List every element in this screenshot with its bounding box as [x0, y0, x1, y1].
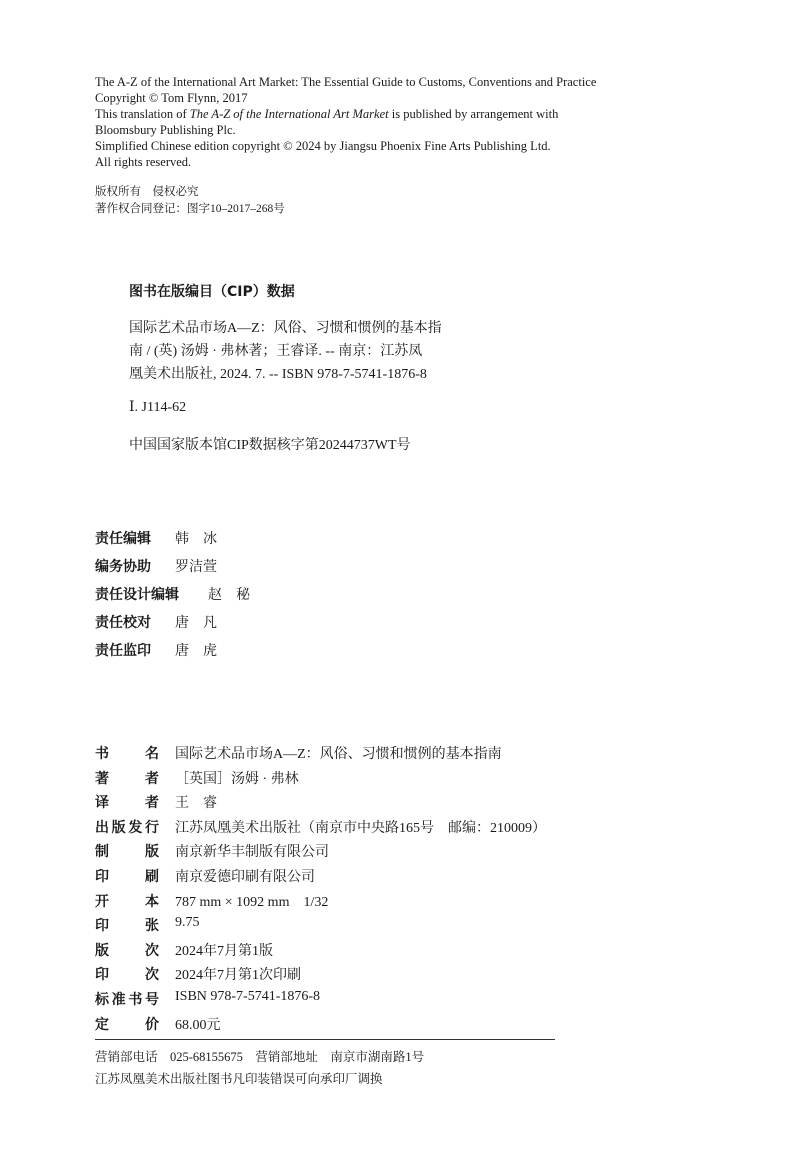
book-info-value: 2024年7月第1版	[175, 943, 273, 959]
cip-record	[129, 317, 442, 386]
book-info-label: 著 者	[95, 770, 159, 787]
rights-block	[95, 184, 285, 218]
book-info-label: 印 刷	[95, 869, 159, 885]
translation-suffix: is published by arrangement with	[388, 107, 559, 121]
publisher-line: Bloomsbury Publishing Plc.	[95, 123, 236, 137]
footer	[95, 1046, 424, 1090]
cip-line: 南 / (英) 汤姆 · 弗林著；王睿译. -- 南京：江苏凤	[129, 344, 423, 359]
book-info-label: 标 准 书 号	[95, 992, 159, 1008]
book-info-value: 68.00元	[175, 1017, 221, 1033]
editor-label: 责任校对	[95, 615, 151, 631]
cip-line: 凰美术出版社, 2024. 7. -- ISBN 978-7-5741-1876-8	[129, 367, 427, 382]
cip-line: 国际艺术品市场A—Z：风俗、习惯和惯例的基本指	[129, 321, 442, 336]
cip-record-number: 中国国家版本馆CIP数据核字第20244737WT号	[129, 438, 411, 453]
book-info-label: 版 次	[95, 942, 159, 959]
copyright-line: Copyright © Tom Flynn, 2017	[95, 91, 248, 105]
original-title-line: The A-Z of the International Art Market: The Essential Guide to Customs, Conventions and Practice	[95, 75, 597, 89]
editor-label: 责任设计编辑	[95, 587, 179, 603]
book-info-label: 印 张	[95, 918, 159, 935]
book-info-value: ［英国］汤姆 · 弗林	[175, 771, 299, 787]
editor-name: 赵 秘	[208, 588, 250, 603]
book-info-value: 9.75	[175, 915, 200, 931]
translation-line	[95, 106, 596, 122]
book-info-value: 王 睿	[175, 796, 217, 812]
book-info-value: 南京新华丰制版有限公司	[175, 845, 329, 861]
cip-heading: 图书在版编目（CIP）数据	[129, 284, 295, 300]
all-rights-line: All rights reserved.	[95, 155, 192, 169]
book-info-label: 定 价	[95, 1016, 159, 1033]
book-info-label: 出 版 发 行	[95, 819, 159, 836]
editor-label: 编务协助	[95, 559, 151, 575]
editor-name: 唐 凡	[175, 616, 217, 631]
book-info-label: 译 者	[95, 795, 159, 812]
book-info-value: 国际艺术品市场A—Z：风俗、习惯和惯例的基本指南	[175, 747, 502, 762]
book-info-label: 印 次	[95, 967, 159, 984]
editor-name: 唐 虎	[175, 644, 217, 659]
divider	[95, 1039, 555, 1040]
editor-label: 责任编辑	[95, 531, 151, 547]
book-info-value: 江苏凤凰美术出版社（南京市中央路165号 邮编：210009）	[175, 820, 546, 836]
book-info-value: 南京爱德印刷有限公司	[175, 870, 315, 885]
editor-name: 韩 冰	[175, 532, 217, 547]
exchange-notice-line: 江苏凤凰美术出版社图书凡印装错误可向承印厂调换	[95, 1072, 383, 1086]
book-info-value: 787 mm × 1092 mm 1/32	[175, 894, 329, 910]
book-info-label: 制 版	[95, 844, 159, 861]
copyright-block	[95, 74, 596, 170]
translation-title: The A-Z of the International Art Market	[189, 107, 389, 121]
book-info-label: 书 名	[95, 746, 159, 762]
rights-reserved-text: 版权所有 侵权必究	[95, 186, 199, 198]
chinese-edition-line: Simplified Chinese edition copyright © 2024 by Jiangsu Phoenix Fine Arts Publishing Ltd.	[95, 139, 551, 153]
editor-label: 责任监印	[95, 643, 151, 659]
translation-prefix: This translation of	[95, 107, 190, 121]
book-info-value: 2024年7月第1次印刷	[175, 968, 301, 984]
book-info-label: 开 本	[95, 893, 159, 910]
editor-name: 罗洁萱	[175, 560, 217, 575]
contract-registration-text: 著作权合同登记：图字10–2017–268号	[95, 203, 285, 215]
cip-classification: Ⅰ. J114-62	[129, 400, 187, 415]
book-info-value: ISBN 978-7-5741-1876-8	[175, 989, 321, 1004]
marketing-contact-line: 营销部电话 025-68155675 营销部地址 南京市湖南路1号	[95, 1050, 425, 1064]
